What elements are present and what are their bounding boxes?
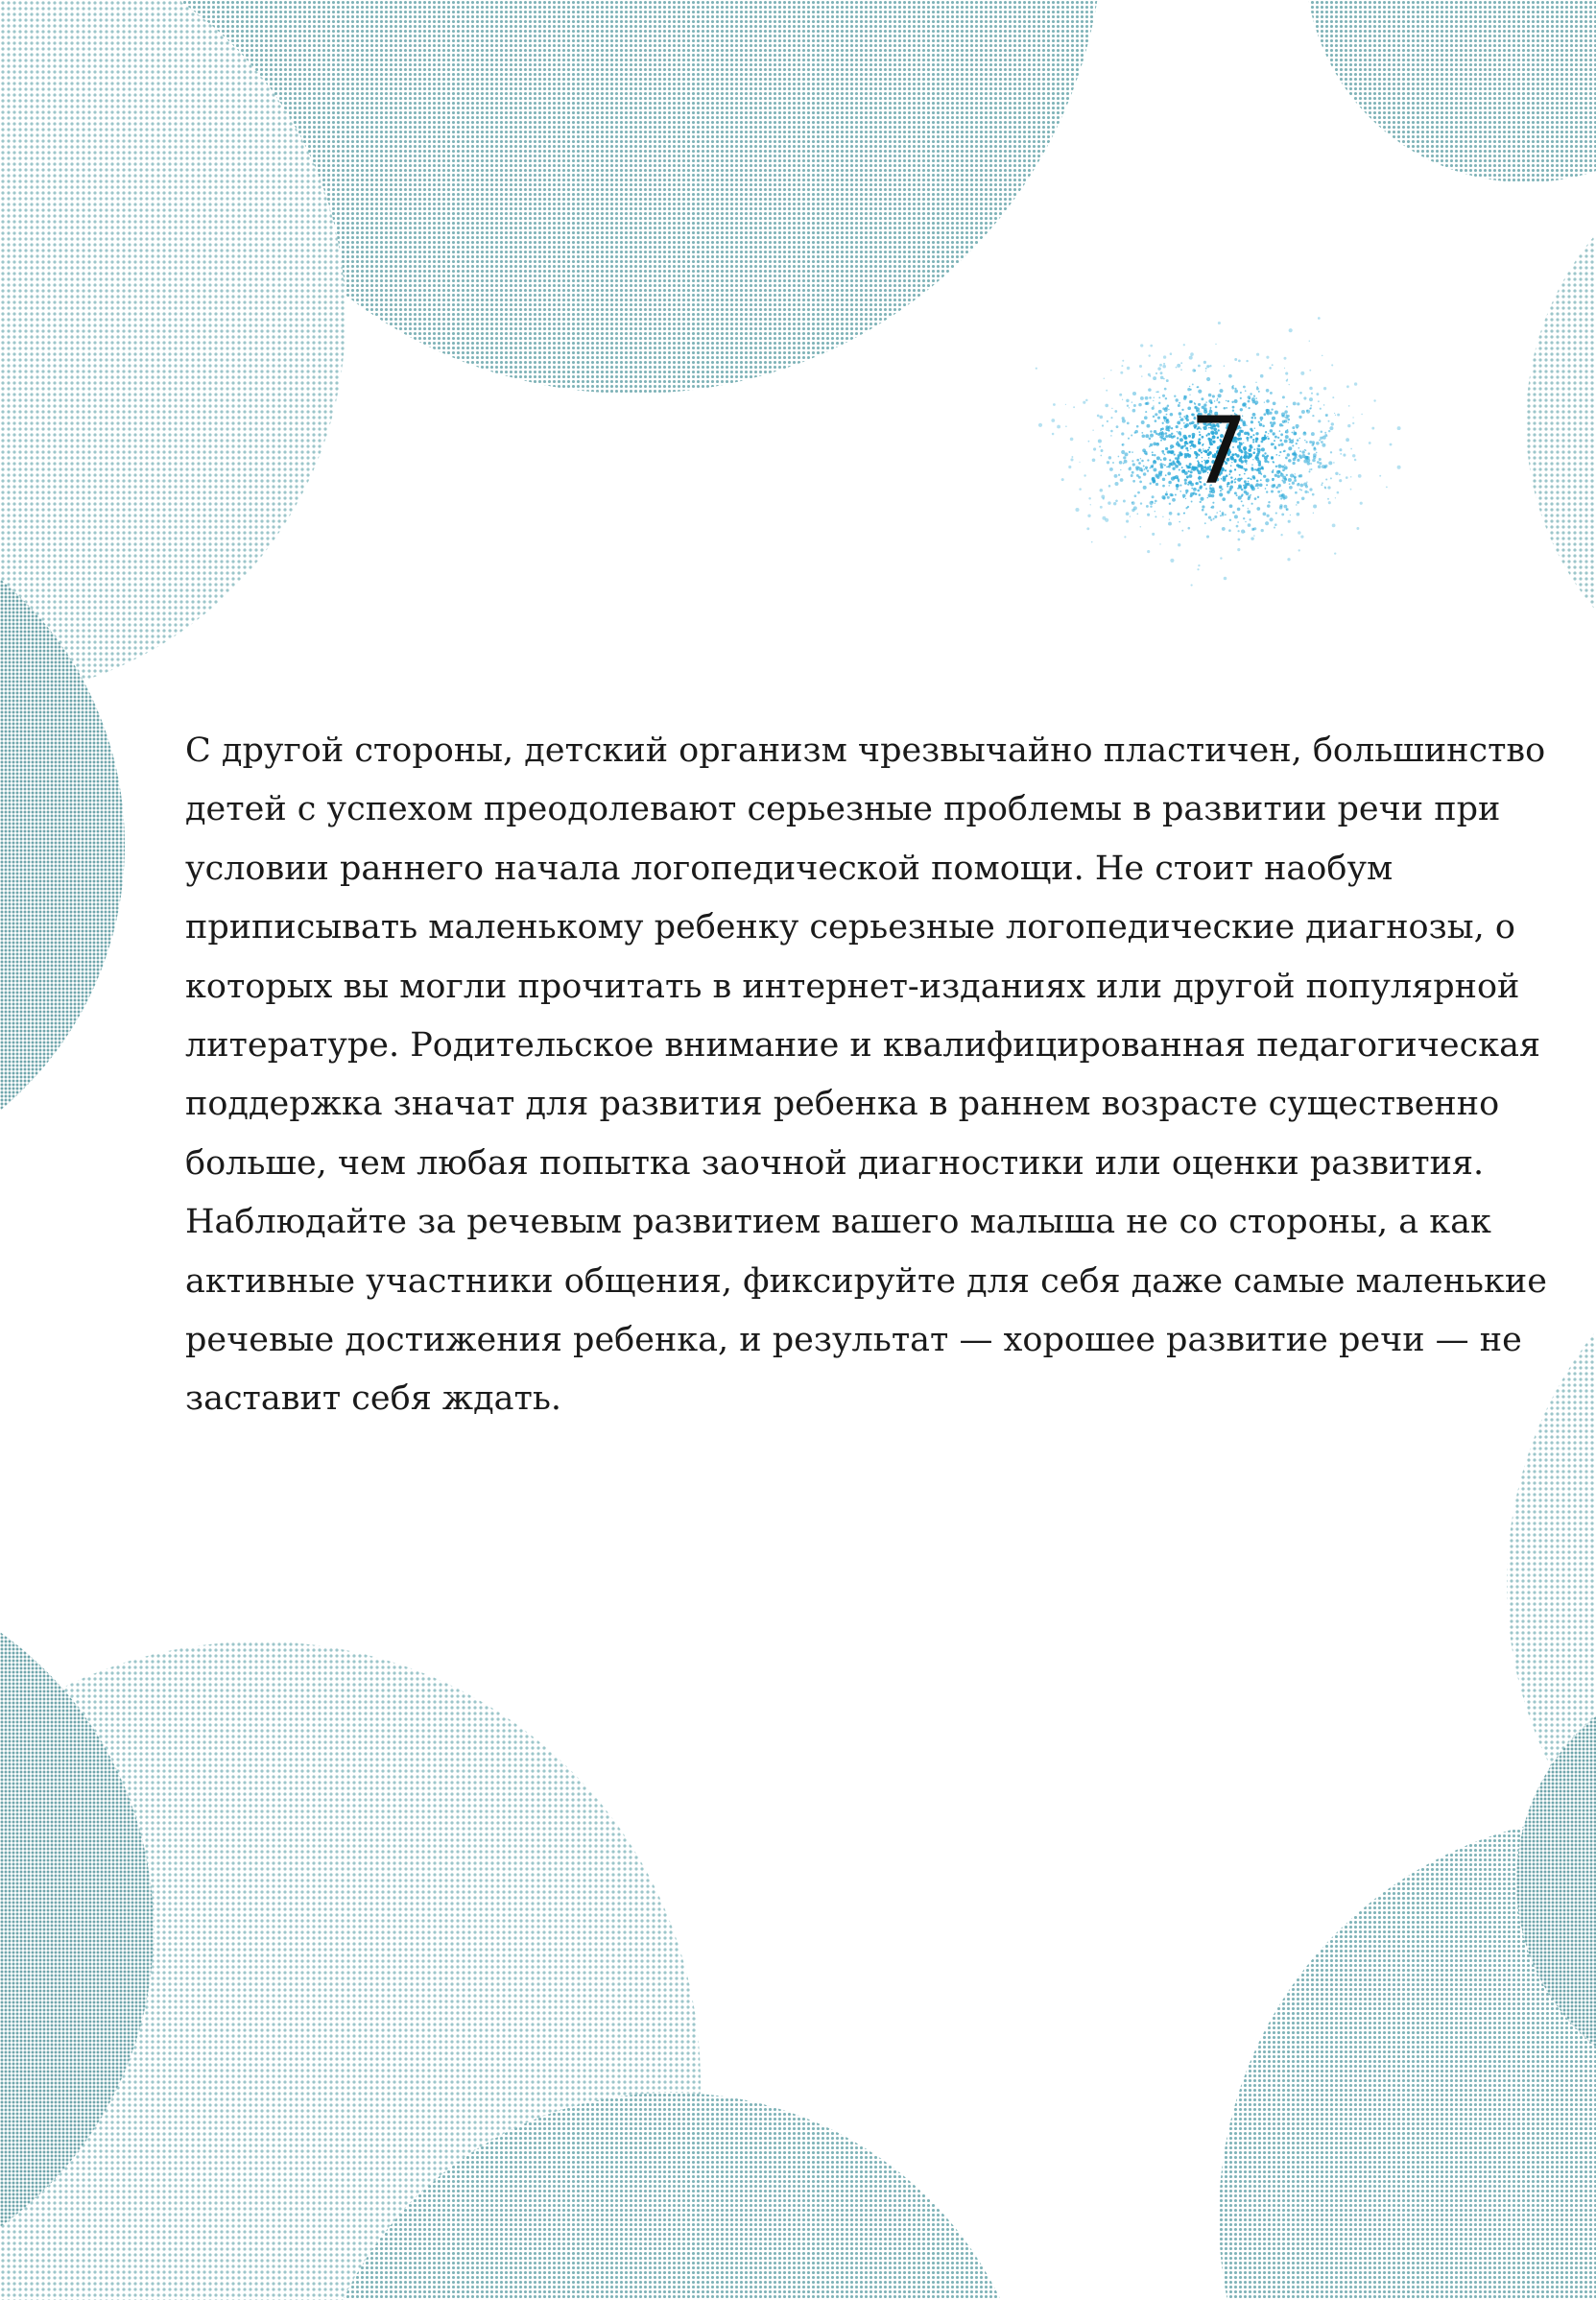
paragraph-line: поддержка значат для развития ребенка в раннем возрасте существенно xyxy=(185,1085,1500,1124)
body-paragraph xyxy=(185,722,1547,1429)
paragraph-line: литературе. Родительское внимание и квалифицированная педагогическая xyxy=(185,1026,1541,1066)
paragraph-line: активные участники общения, фиксируйте для себя даже самые маленькие xyxy=(185,1261,1547,1301)
decor-circle-top-right xyxy=(1305,0,1596,182)
page-number: 7 xyxy=(1189,397,1249,505)
page-number-block xyxy=(1017,307,1420,595)
decor-circle-right-upper xyxy=(1526,134,1596,710)
paragraph-line: условии раннего начала логопедической помощи. Не стоит наобум xyxy=(185,849,1394,888)
paragraph-line: больше, чем любая попытка заочной диагностики или оценки развития. xyxy=(185,1143,1485,1183)
paragraph-line: Наблюдайте за речевым развитием вашего малыша не со стороны, а как xyxy=(185,1203,1491,1242)
paragraph-line: которых вы могли прочитать в интернет-изданиях или другой популярной xyxy=(185,967,1520,1006)
paragraph-line: С другой стороны, детский организм чрезвычайно пластичен, большинство xyxy=(185,731,1546,770)
paragraph-line: заставит себя ждать. xyxy=(185,1379,562,1419)
paragraph-line: детей с успехом преодолевают серьезные проблемы в развитии речи при xyxy=(185,790,1501,829)
paragraph-line: приписывать маленькому ребенку серьезные логопедические диагнозы, о xyxy=(185,908,1515,947)
paragraph-line: речевые достижения ребенка, и результат — хорошее развитие речи — не xyxy=(185,1321,1522,1360)
